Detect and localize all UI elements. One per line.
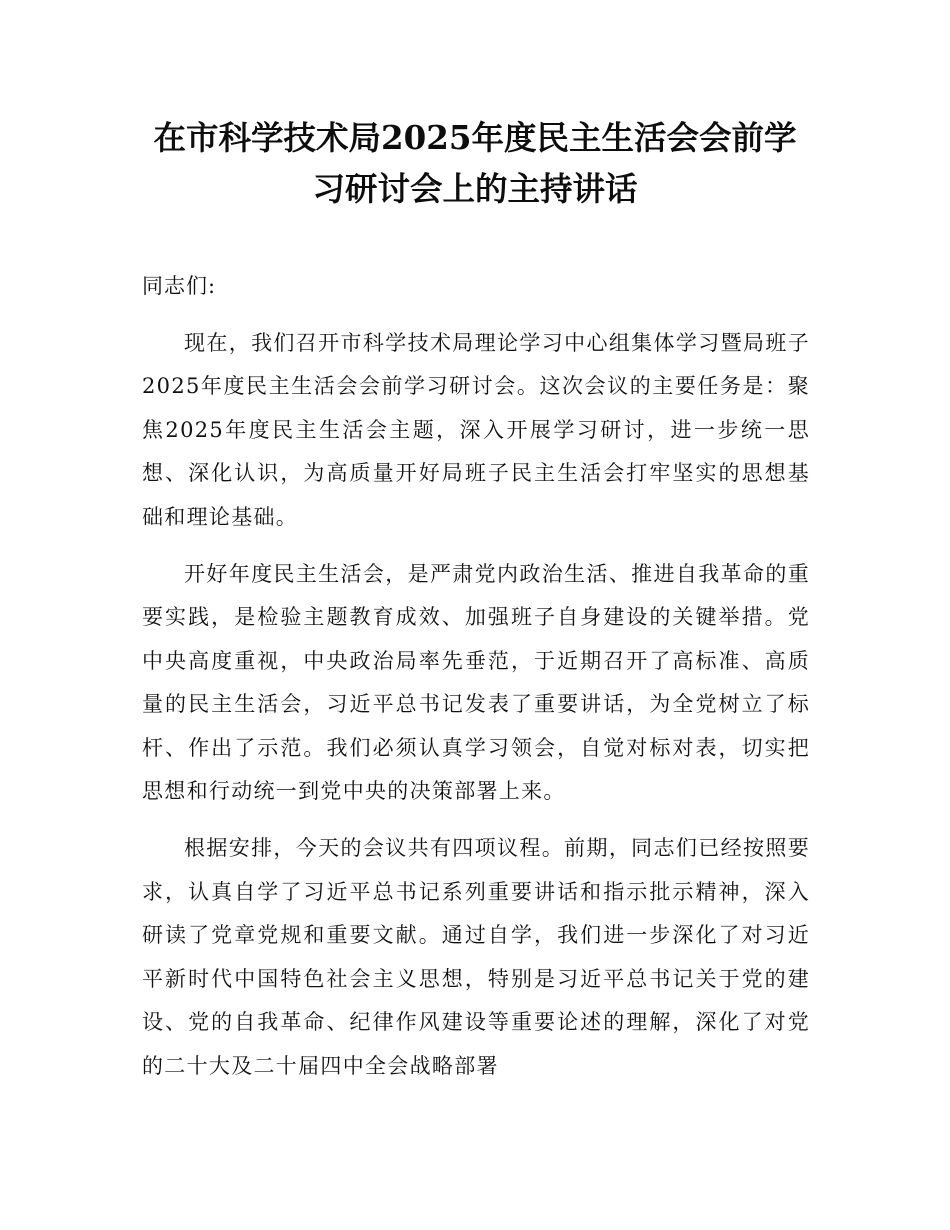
document-title: 在市科学技术局2025年度民主生活会会前学习研讨会上的主持讲话	[153, 118, 797, 208]
paragraph-3: 根据安排，今天的会议共有四项议程。前期，同志们已经按照要求，认真自学了习近平总书记系列重要讲话和指示批示精神，深入研读了党章党规和重要文献。通过自学，我们进一步深化了对习近平新时代中国特色社会主义思想，特别是习近平总书记关于党的建设、党的自我革命、纪律作风建设等重要论述的理解，深化了对党的二十大及二十届四中全会战略部署	[142, 836, 810, 1078]
document-body	[142, 265, 810, 1102]
paragraph-2: 开好年度民主生活会，是严肃党内政治生活、推进自我革命的重要实践，是检验主题教育成效、加强班子自身建设的关键举措。党中央高度重视，中央政治局率先垂范，于近期召开了高标准、高质量的民主生活会，习近平总书记发表了重要讲话，为全党树立了标杆、作出了示范。我们必须认真学习领会，自觉对标对表，切实把思想和行动统一到党中央的决策部署上来。	[142, 562, 810, 804]
salutation: 同志们:	[142, 274, 217, 298]
paragraph-1: 现在，我们召开市科学技术局理论学习中心组集体学习暨局班子2025年度民主生活会会前学习研讨会。这次会议的主要任务是：聚焦2025年度民主生活会主题，深入开展学习研讨，进一步统一思想、深化认识，为高质量开好局班子民主生活会打牢坚实的思想基础和理论基础。	[142, 331, 810, 529]
